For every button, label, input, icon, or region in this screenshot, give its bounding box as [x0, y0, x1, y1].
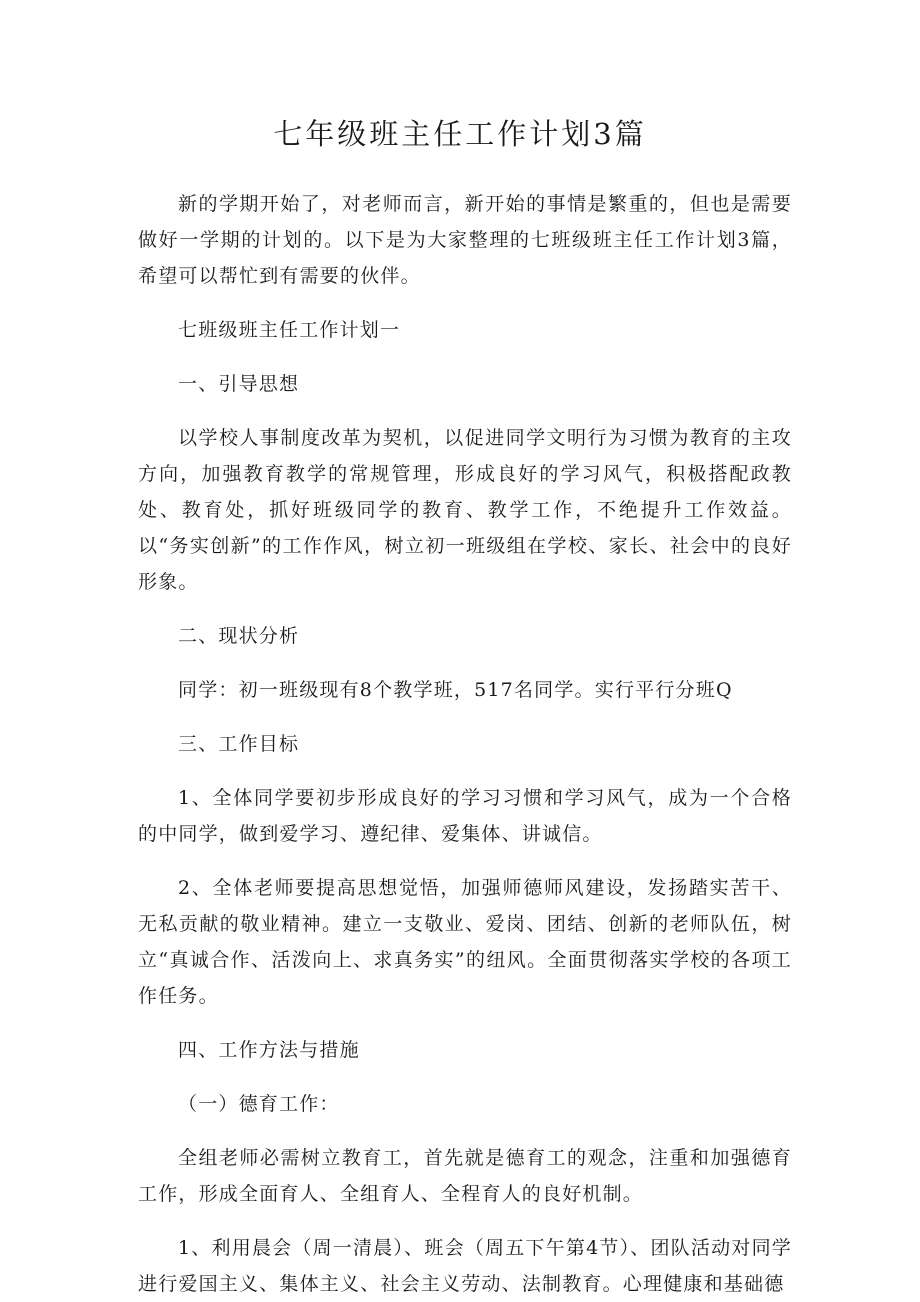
moral-education-item-1: 1、利用晨会（周一清晨）、班会（周五下午第4节）、团队活动对同学进行爱国主义、集体主义、社会主义劳动、法制教育。心理健康和基础德: [138, 1237, 792, 1295]
subsection-heading-moral-education: （一）德育工作：: [178, 1093, 340, 1115]
plan-heading: 七班级班主任工作计划一: [178, 319, 401, 341]
section-heading-work-goals: 三、工作目标: [178, 733, 300, 755]
intro-paragraph: 新的学期开始了，对老师而言，新开始的事情是繁重的，但也是需要做好一学期的计划的。以下是为大家整理的七班级班主任工作计划3篇，希望可以帮忙到有需要的伙伴。: [138, 193, 792, 287]
moral-education-paragraph: 全组老师必需树立教育工，首先就是德育工的观念，注重和加强德育工作，形成全面育人、全组育人、全程育人的良好机制。: [138, 1147, 792, 1205]
document-title: 七年级班主任工作计划3篇: [273, 117, 647, 151]
section-heading-methods: 四、工作方法与措施: [178, 1039, 360, 1061]
status-analysis-paragraph: 同学：初一班级现有8个教学班，517名同学。实行平行分班Q: [178, 679, 733, 701]
guiding-thought-paragraph: 以学校人事制度改革为契机，以促进同学文明行为习惯为教育的主攻方向，加强教育教学的常规管理，形成良好的学习风气，积极搭配政教处、教育处，抓好班级同学的教育、教学工作，不绝提升工作效益。以“务实创新”的工作作风，树立初一班级组在学校、家长、社会中的良好形象。: [138, 427, 792, 593]
document-body: [138, 186, 792, 1302]
section-heading-guiding-thought: 一、引导思想: [178, 373, 300, 395]
section-heading-status-analysis: 二、现状分析: [178, 625, 300, 647]
work-goal-item-1: 1、全体同学要初步形成良好的学习习惯和学习风气，成为一个合格的中同学，做到爱学习、遵纪律、爱集体、讲诚信。: [138, 787, 792, 845]
work-goal-item-2: 2、全体老师要提高思想觉悟，加强师德师风建设，发扬踏实苦干、无私贡献的敬业精神。建立一支敬业、爱岗、团结、创新的老师队伍，树立“真诚合作、活泼向上、求真务实”的纽风。全面贯彻落实学校的各项工作任务。: [138, 877, 792, 1007]
